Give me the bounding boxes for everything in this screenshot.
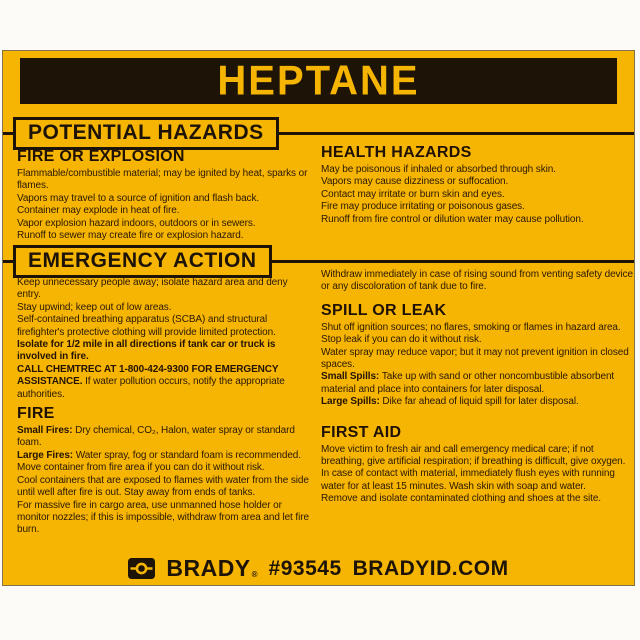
fire-line [17,425,313,450]
emergency-action-left-column [17,277,313,537]
fire-explosion-line [17,218,313,230]
fire-explosion-line [17,193,313,205]
header-left-dash [3,260,13,263]
spill-line [321,371,634,396]
line-text: Dry chemical, CO₂, Halon, water spray or standard foam. [17,425,295,449]
fire-explosion-line [17,168,313,193]
line-text: Runoff to sewer may create fire or explosion hazard. [17,230,244,242]
line-text: Water spray, fog or standard foam is recommended. [75,449,301,461]
line-text: Flammable/combustible material; may be ignited by heat, sparks or flames. [17,168,308,192]
website-text: BRADYID.COM [352,557,509,580]
health-hazards-section [321,143,634,226]
emergency-action-header: EMERGENCY ACTION [13,245,272,278]
part-number: #93545 [268,557,342,580]
spill-line [321,322,634,334]
heptane-hazard-label [2,50,635,586]
line-text: Move container from fire area if you can do it without risk. [17,462,265,474]
title-banner [20,58,617,104]
chemical-name-title: HEPTANE [217,57,420,105]
fire-line [17,500,313,537]
fire-explosion-section [17,147,313,242]
line-text: Stay upwind; keep out of low areas. [17,301,172,313]
health-hazards-line [321,201,634,213]
fire-line [17,450,313,462]
line-text: Water spray may reduce vapor; but it may not prevent ignition in closed spaces. [321,346,629,371]
bold-lead: Large Spills: [321,396,383,408]
header-rule [272,260,634,263]
health-hazards-line [321,164,634,176]
bold-lead: Small Fires: [17,425,76,437]
health-hazards-heading: HEALTH HAZARDS [321,144,472,161]
fire-line [17,475,313,500]
brady-logo-icon [128,558,155,579]
health-hazards-line [321,176,634,188]
brand-name: BRADY [166,555,251,581]
spill-or-leak-heading: SPILL OR LEAK [321,301,447,319]
line-text: Shut off ignition sources; no flares, smoking or flames in hazard area. [321,321,621,333]
emergency-line [17,302,313,314]
first-aid-line [321,493,634,505]
potential-hazards-header: POTENTIAL HAZARDS [13,117,279,150]
fire-line [17,462,313,474]
emergency-line [321,269,634,294]
first-aid-line [321,468,634,493]
emergency-action-right-column [321,269,634,506]
fire-heading: FIRE [17,405,55,423]
line-text: Fire may produce irritating or poisonous gases. [321,201,525,213]
bold-lead: Small Spills: [321,371,382,383]
spill-line [321,396,634,408]
line-text: Remove and isolate contaminated clothing and shoes at the site. [321,493,601,505]
line-text: Vapor explosion hazard indoors, outdoors or in sewers. [17,217,256,229]
line-text: Self-contained breathing apparatus (SCBA) and structural firefighter's protective clothing will provide limited protection. [17,314,276,338]
footer [3,555,634,582]
line-text: If water pollution occurs, notify the appropriate authorities. [17,376,285,400]
bold-lead: Large Fires: [17,449,76,461]
fire-explosion-line [17,205,313,217]
line-text: Take up with sand or other noncombustible absorbent material and place into containers for later disposal. [321,371,615,395]
line-text: Vapors may travel to a source of ignition and flash back. [17,192,260,204]
emergency-line [17,339,313,364]
line-text: Vapors may cause dizziness or suffocation. [321,176,509,188]
brand-wrap [166,557,257,580]
fire-explosion-heading: FIRE OR EXPLOSION [17,148,185,165]
bold-lead: Isolate for 1/2 mile in all directions if tank car or truck is involved in fire. [17,339,276,363]
emergency-line [17,364,313,401]
header-left-dash [3,132,13,135]
line-text: Cool containers that are exposed to flames with water from the side until well after fire is out. Stay away from ends of tanks. [17,474,309,499]
emergency-line [17,314,313,339]
line-text: May be poisonous if inhaled or absorbed through skin. [321,164,556,175]
header-rule [279,132,634,135]
spill-line [321,347,634,372]
line-text: Container may explode in heat of fire. [17,205,180,217]
line-text: Runoff from fire control or dilution water may cause pollution. [321,213,584,225]
line-text: Contact may irritate or burn skin and eyes. [321,188,505,200]
line-text: In case of contact with material, immediately flush eyes with running water for at least 15 minutes. Wash skin with soap and water. [321,468,615,492]
line-text: Withdraw immediately in case of rising sound from venting safety device or any discoloration of tank due to fire. [321,269,633,293]
line-text: Keep unnecessary people away; isolate hazard area and deny entry. [17,277,288,301]
health-hazards-line [321,189,634,201]
registered-mark: ® [251,570,258,579]
health-hazards-line [321,214,634,226]
first-aid-line [321,444,634,469]
spill-line [321,334,634,346]
line-text: For massive fire in cargo area, use unmanned hose holder or monitor nozzles; if this is impossible, withdraw from area and let fire burn. [17,499,309,536]
line-text: Stop leak if you can do it without risk. [321,334,482,346]
first-aid-heading: FIRST AID [321,423,402,441]
line-text: Move victim to fresh air and call emergency medical care; if not breathing, give artificial respiration; if breathing is difficult, give oxygen. [321,443,626,468]
fire-explosion-line [17,230,313,242]
bold-lead: CALL CHEMTREC AT 1-800-424-9300 FOR EMERGENCY ASSISTANCE. [17,363,279,388]
line-text: Dike far ahead of liquid spill for later disposal. [382,396,579,408]
emergency-line [17,277,313,302]
